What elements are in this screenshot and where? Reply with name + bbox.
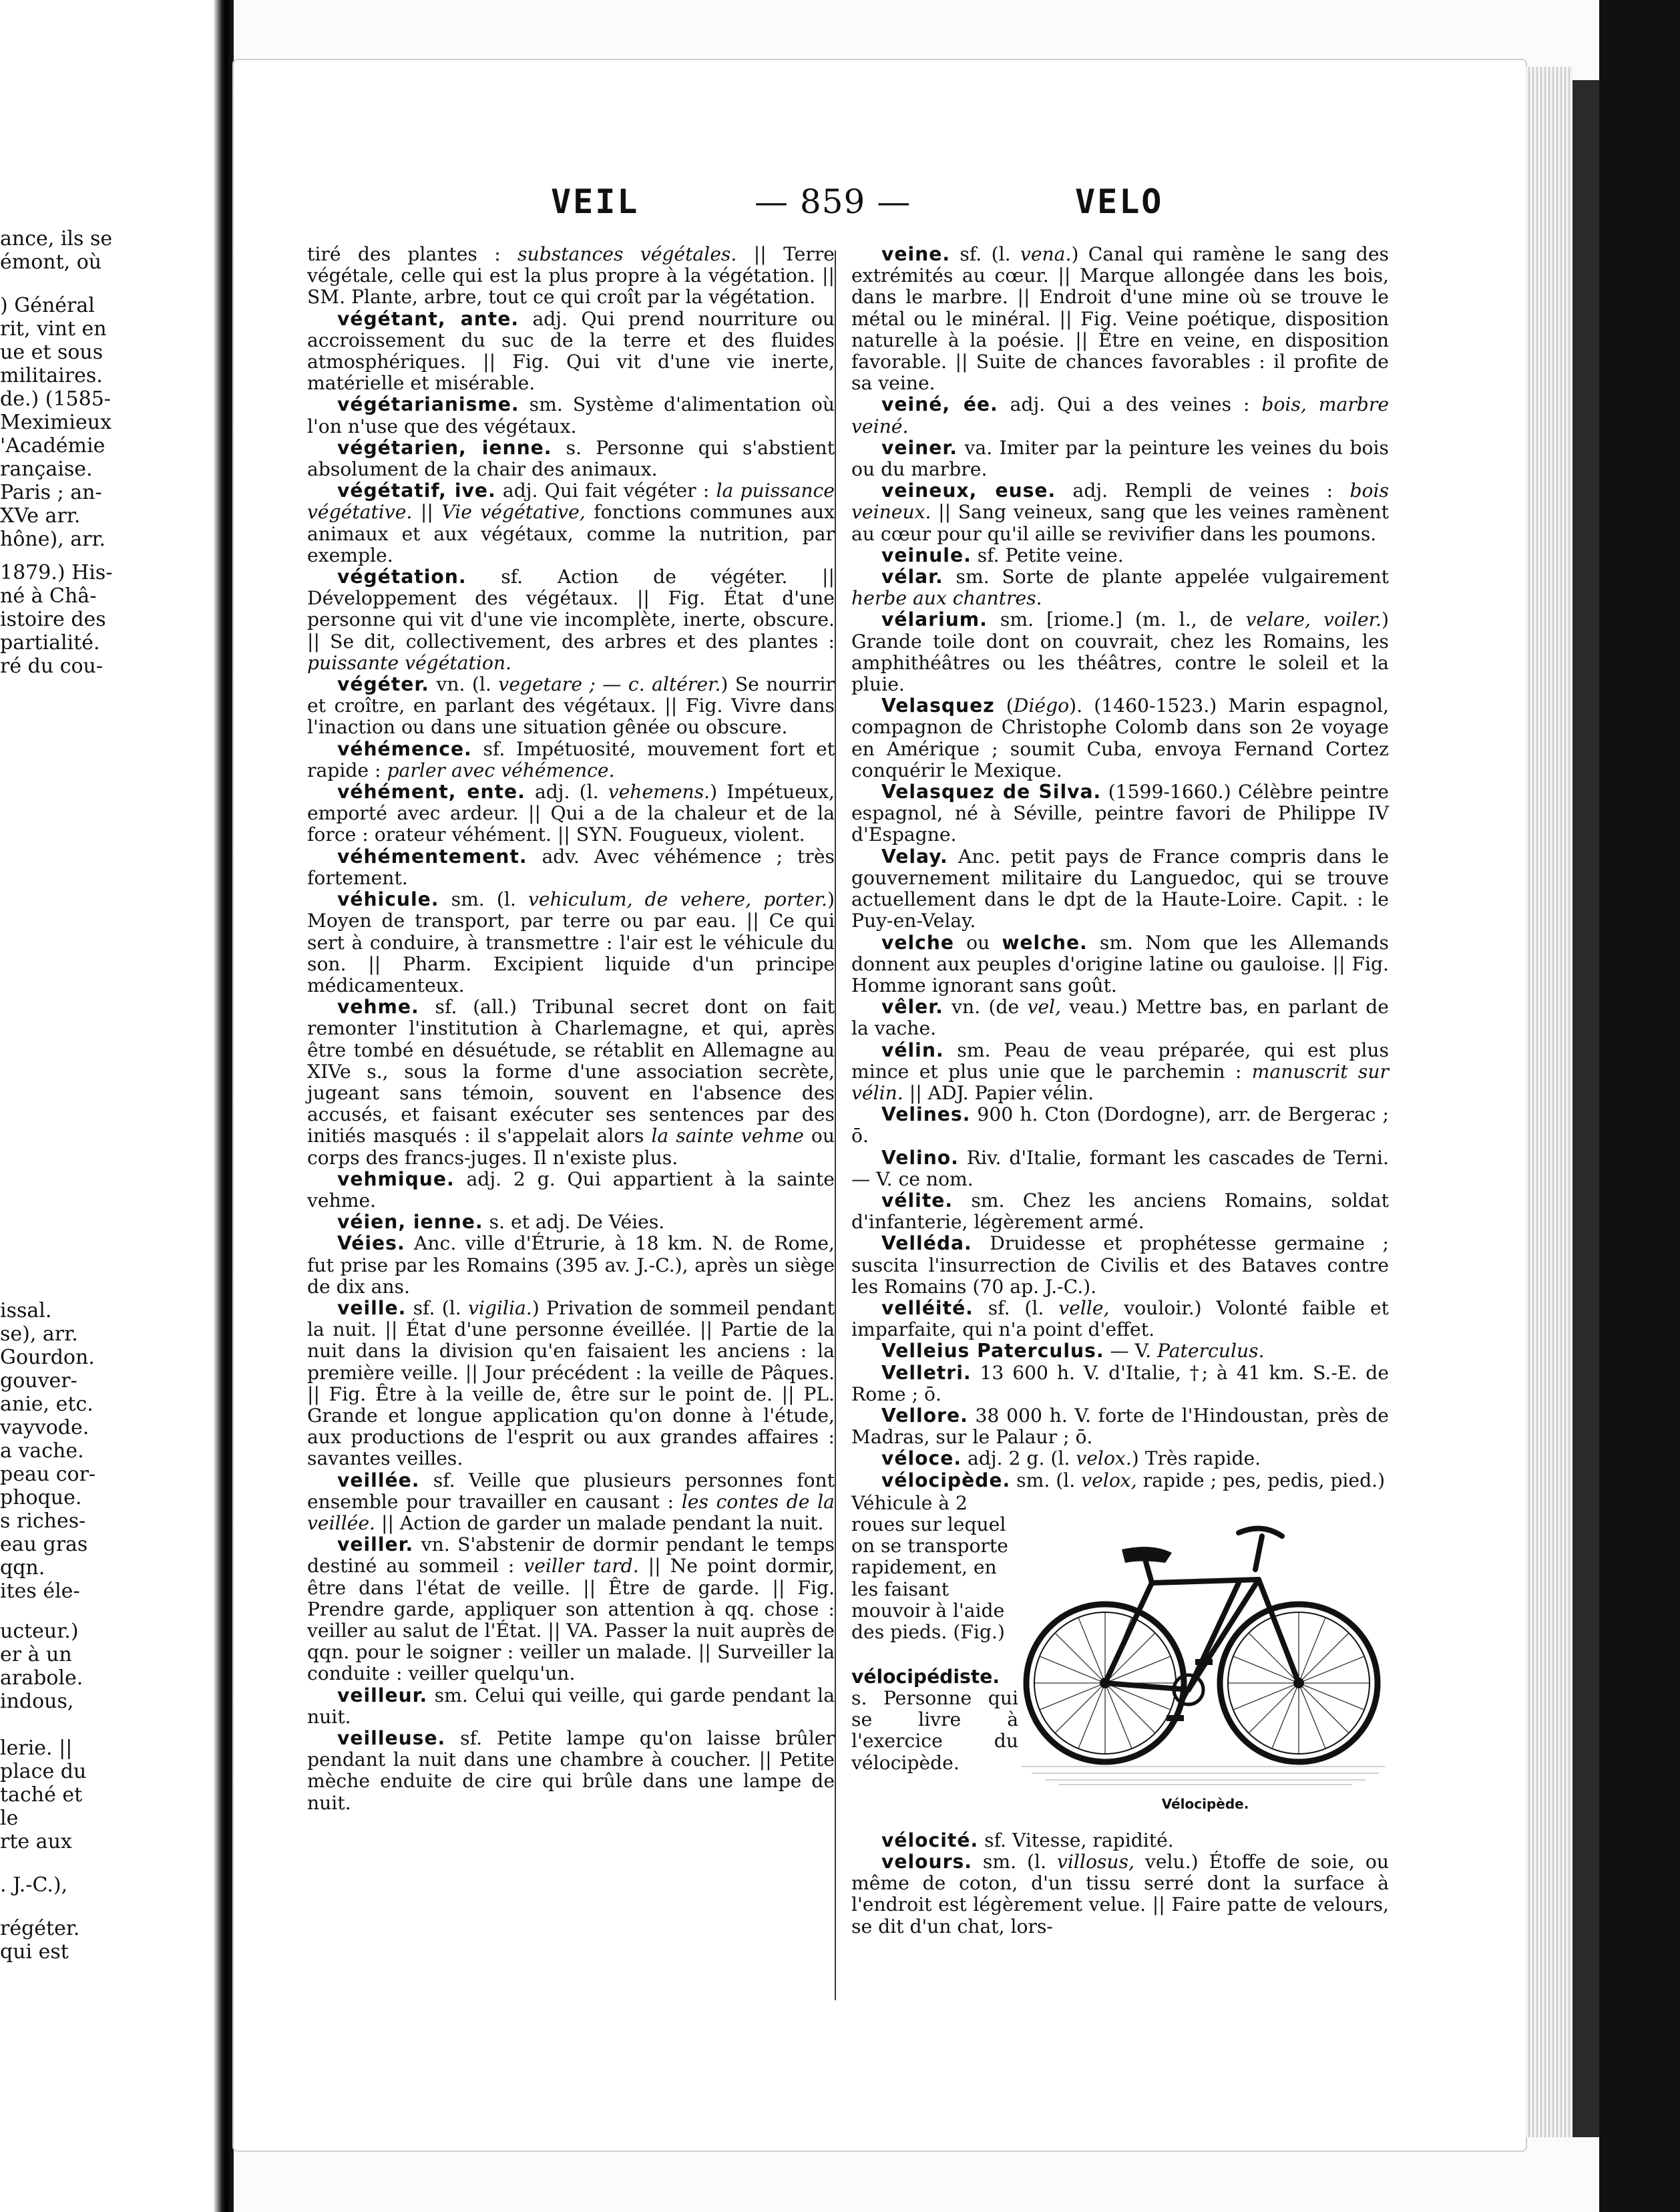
definition-continued: ou corps des francs-juges. Il n'existe plus. (307, 1125, 835, 1169)
headword: Velino. (881, 1146, 959, 1169)
headword: Vellore. (881, 1404, 968, 1427)
italic-text: velox. (1076, 1447, 1132, 1470)
dictionary-entry (851, 781, 1389, 846)
definition: adj. 2 g. (l. (962, 1447, 1076, 1470)
headword: Velleius Paterculus. (881, 1340, 1104, 1362)
book-cover-edge (1572, 80, 1599, 2137)
figure-caption: Vélocipède. (1161, 1795, 1249, 1812)
headword: veine. (881, 243, 951, 265)
headword: veillée. (337, 1469, 420, 1491)
definition: Riv. d'Italie, formant les cascades de Terni. — V. ce nom. (851, 1146, 1389, 1190)
definition: adj. (l. (525, 781, 608, 803)
facing-page-text: rançaise. (0, 457, 93, 481)
facing-page-text: phoque. (0, 1486, 82, 1509)
italic-text: velle, (1058, 1296, 1110, 1319)
definition: s. Personne qui se livre à l'exercice du vélocipède. (851, 1686, 1018, 1774)
headword: véien, ienne. (337, 1211, 483, 1234)
definition: va. Imiter par la peinture les veines du bois ou du marbre. (851, 436, 1389, 481)
facing-page-text: lerie. || (0, 1736, 73, 1760)
definition: sm. Système d'alimentation où l'on n'use que des végétaux. (307, 393, 835, 437)
headword-variant: welche. (1002, 931, 1088, 954)
definition: ( (994, 695, 1014, 717)
italic-text: vehiculum, de vehere, porter. (528, 888, 827, 911)
headword: Velay. (881, 845, 948, 868)
definition: sf. Impétuosité, mouvement fort et rapide : (307, 737, 835, 781)
definition: sm. Peau de veau préparée, qui est plus mince et plus unie que le parchemin : (851, 1039, 1389, 1083)
dictionary-entry (851, 1405, 1389, 1448)
column-rule (835, 250, 836, 2000)
definition: adj. 2 g. Qui appartient à la sainte vehme. (307, 1167, 835, 1212)
headword: végéter. (337, 673, 429, 696)
facing-page-text: ) Général (0, 294, 95, 317)
facing-page-text: se), arr. (0, 1322, 78, 1346)
dictionary-entry (307, 437, 835, 480)
definition: Druidesse et prophétesse germaine ; suscita l'insurrection de Civilis et des Bataves contre les Romains (70 ap. J.-C.). (851, 1232, 1389, 1298)
definition: adj. Qui prend nourriture ou accroissement du suc de la terre et des fluides atmosphériques. || Fig. Qui vit d'une vie inerte, matérielle et misérable. (307, 307, 835, 395)
facing-page-text: Meximieux (0, 411, 112, 434)
facing-page-text: régéter. (0, 1917, 80, 1940)
headword: veiner. (881, 436, 958, 459)
italic-text: veiller tard. (523, 1555, 639, 1578)
dictionary-entry (851, 1104, 1389, 1147)
facing-page-text: ucteur.) (0, 1620, 79, 1643)
left-column (307, 244, 835, 1814)
dictionary-entry (307, 739, 835, 781)
facing-page-text: arabole. (0, 1666, 83, 1690)
facing-page-text: partialité. (0, 631, 100, 655)
headword: veiller. (337, 1533, 414, 1556)
facing-page-text: . J.-C.), (0, 1873, 68, 1897)
definition-continued: || Terre végétale, celle qui est la plus propre à la végétation. || SM. Plante, arbre, tout ce qui croît par la végétation. (307, 243, 835, 309)
definition-continued: ) Grande toile dont on couvrait, chez les Romains, les amphithéâtres ou les théâtres, contre le soleil et la pluie. (851, 608, 1389, 696)
definition-continued: || Sang veineux, sang que les veines ramènent au cœur pour qu'il aille se revivifier dans les poumons. (851, 501, 1389, 545)
definition: sf. Vitesse, rapidité. (978, 1829, 1174, 1851)
italic-text: villosus, (1056, 1850, 1134, 1873)
dictionary-entry (851, 1233, 1389, 1298)
italic-text: manuscrit sur vélin. (851, 1060, 1389, 1104)
definition: sf. Action de végéter. || Développement des végétaux. || Fig. État d'une personne qui vit d'une vie incomplète, inerte, obscure. || Se dit, collectivement, des arbres et des plantes : (307, 566, 835, 653)
headword: veilleur. (337, 1684, 428, 1706)
headword: Velletri. (881, 1361, 972, 1384)
headword: Velléda. (881, 1232, 972, 1255)
headword: velche (881, 931, 955, 954)
dictionary-entry (307, 1685, 835, 1728)
definition-continued: ) Se nourrir et croître, en parlant des végétaux. || Fig. Vivre dans l'inaction ou dans une situation gênée ou obscure. (307, 673, 835, 739)
headword: végétation. (337, 566, 467, 588)
facing-page-text: hône), arr. (0, 528, 106, 551)
definition-continued: || ADJ. Papier vélin. (903, 1081, 1094, 1104)
facing-page-text: militaires. (0, 364, 103, 387)
definition-continued: rapide ; pes, pedis, pied.) (1136, 1469, 1386, 1491)
facing-page-text: s riches- (0, 1509, 86, 1533)
guide-word-right: VELO (1075, 182, 1164, 221)
italic-text: substances végétales. (517, 243, 737, 265)
facing-page-text: peau cor- (0, 1463, 96, 1486)
definition: 13 600 h. V. d'Italie, †; à 41 km. S.-E. de Rome ; ō. (851, 1361, 1389, 1405)
headword: véhicule. (337, 888, 439, 911)
facing-page-text: eau gras (0, 1533, 88, 1556)
definition-continued: ). (1460-1523.) Marin espagnol, compagnon de Christophe Colomb dans son 2e voyage en Amérique ; soumit Cuba, envoya Fernand Cortez conquérir le Mexique. (851, 695, 1389, 781)
headword: velléité. (881, 1296, 974, 1319)
dictionary-entry (851, 480, 1389, 545)
headword: végétarien, ienne. (337, 436, 552, 459)
definition: sf. (all.) Tribunal secret dont on fait remonter l'institution à Charlemagne, et qui, après être tombé en désuétude, se rétablit en Allemagne au XIVe s., sous la forme d'une association secrète, jugeant sans témoin, souvent en l'absence des accusés, et faisant exécuter ses sentences par des initiés masqués : il s'appelait alors (307, 996, 835, 1147)
italic-text: vel, (1027, 996, 1062, 1019)
headword: vélin. (881, 1039, 944, 1061)
facing-page-text: qui est (0, 1940, 69, 1964)
dictionary-entry (851, 545, 1389, 566)
definition: sf. (l. (973, 1296, 1059, 1319)
definition: vn. (l. (429, 673, 499, 696)
headword: Velasquez de Silva. (881, 781, 1102, 803)
dictionary-entry (307, 1233, 835, 1298)
definition: Anc. petit pays de France compris dans le gouvernement militaire du Languedoc, qui se trouve actuellement dans le dpt de la Haute-Loire. Capit. : le Puy-en-Velay. (851, 845, 1389, 932)
facing-page-text: qqn. (0, 1556, 45, 1580)
facing-page-text: indous, (0, 1690, 74, 1713)
definition: sm. Celui qui veille, qui garde pendant la nuit. (307, 1684, 835, 1728)
definition: — V. (1104, 1340, 1158, 1362)
facing-page-text: istoire des (0, 608, 106, 631)
headword: véhémentement. (337, 845, 528, 868)
running-head (534, 180, 1202, 227)
headword: veinule. (881, 544, 972, 566)
facing-page-text: a vache. (0, 1439, 84, 1463)
definition: adv. Avec véhémence ; très fortement. (307, 845, 835, 889)
dictionary-entry (851, 1147, 1389, 1190)
definition: sm. [riome.] (m. l., de (987, 608, 1246, 631)
definition-continued: ) Impétueux, emporté avec ardeur. || Qui a de la chaleur et de la force : orateur véhément. || SYN. Fougueux, violent. (307, 781, 835, 846)
definition: sm. Sorte de plante appelée vulgairement (943, 566, 1389, 588)
definition: sf. (l. (406, 1296, 468, 1319)
facing-page-text: 1879.) His- (0, 561, 113, 584)
dictionary-entry (307, 889, 835, 996)
page-number: — 859 — (755, 182, 911, 221)
definition: 38 000 h. V. forte de l'Hindoustan, près de Madras, sur le Palaur ; ō. (851, 1404, 1389, 1449)
definition: sm. (l. (439, 888, 528, 911)
facing-page-text: taché et (0, 1783, 83, 1807)
headword: vélite. (881, 1189, 954, 1212)
dictionary-entry (307, 846, 835, 889)
headword: vehme. (337, 996, 419, 1019)
definition: adj. Rempli de veines : (1056, 480, 1350, 502)
bicycle-illustration-icon (1018, 1496, 1389, 1790)
headword: vélocipédiste. (851, 1665, 1000, 1688)
facing-page-text: de.) (1585- (0, 387, 111, 411)
italic-text: la puissance végétative. || Vie végétative, (307, 480, 835, 524)
dictionary-entry (307, 1212, 835, 1233)
dictionary-entry (851, 1830, 1389, 1851)
dictionary-entry (307, 566, 835, 674)
headword: veilleuse. (337, 1727, 446, 1750)
dictionary-entry (307, 309, 835, 395)
headword: végétarianisme. (337, 393, 519, 416)
definition: sm. Chez les anciens Romains, soldat d'infanterie, légèrement armé. (851, 1189, 1389, 1234)
facing-page-text: 'Académie (0, 434, 106, 457)
facing-page-text: Gourdon. (0, 1346, 95, 1369)
headword: vélarium. (881, 608, 988, 631)
facing-page-text: ue et sous (0, 341, 103, 364)
definition-continued: fonctions communes aux animaux et aux végétaux, comme la nutrition, par exemple. (307, 501, 835, 566)
headword: végétant, ante. (337, 307, 519, 330)
definition: 900 h. Cton (Dordogne), arr. de Bergerac ; ō. (851, 1103, 1389, 1147)
facing-page-text: ré du cou- (0, 655, 103, 678)
italic-text: Diégo (1013, 695, 1070, 717)
headword: veineux, euse. (881, 480, 1056, 502)
facing-page-text: vayvode. (0, 1416, 89, 1439)
dictionary-entry (851, 244, 1389, 394)
headword: veille. (337, 1296, 407, 1319)
definition: sf. Petite lampe qu'on laisse brûler pendant la nuit dans une chambre à coucher. || Petite mèche enduite de cire qui brûle dans une lampe de nuit. (307, 1727, 835, 1814)
definition: sm. (l. (972, 1850, 1057, 1873)
headword: vélocité. (881, 1829, 979, 1851)
headword: véhément, ente. (337, 781, 526, 803)
italic-text: la sainte vehme (651, 1125, 804, 1147)
definition: (1599-1660.) Célèbre peintre espagnol, né à Séville, peintre favori de Philippe IV d'Espagne. (851, 781, 1389, 846)
dictionary-entry (851, 1190, 1389, 1233)
facing-page-text: ites éle- (0, 1580, 80, 1603)
headword: velours. (881, 1850, 972, 1873)
definition: ou (954, 931, 1002, 954)
facing-page-text: ance, ils se (0, 227, 113, 250)
headword: vélar. (881, 566, 943, 588)
facing-page-text: gouver- (0, 1369, 77, 1393)
definition-continued: vouloir.) Volonté faible et imparfaite, qui n'a point d'effet. (851, 1296, 1389, 1341)
dictionary-entry (307, 781, 835, 846)
dictionary-entry (307, 1470, 835, 1535)
right-column (851, 244, 1389, 1938)
definition-variant: sm. Nom que les Allemands donnent aux peuples d'origine latine ou gauloise. || Fig. Homme ignorant sans goût. (851, 931, 1390, 996)
italic-text: Paterculus. (1157, 1340, 1265, 1362)
definition-continued: ) Canal qui ramène le sang des extrémités au cœur. || Marque allongée dans les bois, dans le marbre. || Endroit d'une mine où se trouve le métal ou le minéral. || Fig. Veine poétique, disposition naturelle à la poésie. || Être en veine, en disposition favorable. || Suite de chances favorables : il profite de sa veine. (851, 243, 1389, 395)
facing-page-fragment (0, 0, 214, 2212)
definition: vn. (de (943, 996, 1028, 1019)
dictionary-entry (851, 566, 1389, 609)
italic-text: bois, marbre veiné. (851, 393, 1389, 437)
dictionary-entry (851, 1851, 1389, 1938)
dictionary-entry (851, 1040, 1389, 1105)
definition: s. et adj. De Véies. (483, 1211, 665, 1234)
headword: Velasquez (881, 695, 995, 717)
headword: vehmique. (337, 1167, 455, 1190)
definition: adj. Qui fait végéter : (495, 480, 716, 502)
dictionary-entry (851, 932, 1389, 997)
dictionary-entry (851, 1448, 1389, 1469)
dictionary-entry (307, 1534, 835, 1684)
dictionary-entry (851, 1362, 1389, 1405)
italic-text: vehemens. (608, 781, 710, 803)
italic-text: vegetare ; — c. altérer. (498, 673, 721, 696)
dictionary-entry (851, 1470, 1389, 1491)
facing-page-text: rte aux (0, 1830, 72, 1853)
dictionary-entry (307, 674, 835, 739)
headword: végétatif, ive. (337, 480, 496, 502)
definition-continued: veau.) Mettre bas, en parlant de la vache. (851, 996, 1389, 1040)
facing-page-text: place du (0, 1760, 87, 1783)
facing-page-text: Paris ; an- (0, 481, 102, 504)
definition-continued: ) Privation de sommeil pendant la nuit. || État d'une personne éveillée. || Partie de la nuit dans la division qu'en faisaient les anciens : la première veille. || Jour précédent : la veille de Pâques. || Fig. Être à la veille de, être sur le point de. || PL. Grande et longue application qu'on donne à l'étude, aux productions de l'esprit ou aux grandes affaires : savantes veilles. (307, 1296, 835, 1470)
headword: vêler. (881, 996, 943, 1019)
definition: adj. Qui a des veines : (998, 393, 1262, 416)
italic-text: velare, voiler. (1245, 608, 1382, 631)
definition: Anc. ville d'Étrurie, à 18 km. N. de Rome, fut prise par les Romains (395 av. J.-C.), après un siège de dix ans. (307, 1232, 835, 1298)
definition: sf. Veille que plusieurs personnes font ensemble pour travailler en causant : (307, 1469, 835, 1513)
definition: tiré des plantes : (307, 243, 518, 265)
headword: vélocipède. (881, 1469, 1011, 1491)
entry-velocipediste (851, 1666, 1018, 1774)
italic-text: vena. (1020, 243, 1072, 265)
book-gutter (214, 0, 234, 2212)
headword: véloce. (881, 1447, 962, 1470)
italic-text: puissante végétation. (307, 651, 511, 674)
facing-page-text: anie, etc. (0, 1393, 93, 1416)
dictionary-entry (307, 1298, 835, 1470)
definition-continued: ) Moyen de transport, par terre ou par eau. || Ce qui sert à conduire, à transmettre : l'air est le véhicule du son. || Pharm. Excipient liquide d'un principe médicamenteux. (307, 888, 835, 996)
headword: veiné, ée. (881, 393, 998, 416)
dictionary-entry (851, 609, 1389, 695)
italic-text: herbe aux chantres. (851, 587, 1042, 610)
dictionary-entry (851, 846, 1389, 932)
scan-border (1599, 0, 1680, 2212)
headword: véhémence. (337, 737, 472, 760)
definition: s. Personne qui s'abstient absolument de la chair des animaux. (307, 436, 835, 481)
dictionary-entry (851, 695, 1389, 781)
definition-continued: || Ne point dormir, être dans l'état de veille. || Être de garde. || Fig. Prendre garde, appliquer son attention à qq. chose : veiller au salut de l'État. || VA. Passer la nuit auprès de qqn. pour le soigner : veiller un malade. || Surveiller la conduite : veiller quelqu'un. (307, 1555, 835, 1685)
dictionary-entry (307, 996, 835, 1169)
page-edges (1526, 67, 1572, 2137)
dictionary-entry (851, 996, 1389, 1039)
dictionary-entry (307, 244, 835, 309)
definition-continued: || Action de garder un malade pendant la nuit. (375, 1511, 824, 1534)
italic-text: vigilia. (467, 1296, 532, 1319)
facing-page-text: le (0, 1807, 19, 1830)
dictionary-entry (307, 1169, 835, 1212)
italic-text: velox, (1081, 1469, 1137, 1491)
dictionary-entry (851, 1298, 1389, 1340)
headword: Véies. (337, 1232, 405, 1255)
facing-page-text: émont, où (0, 250, 102, 274)
definition: sf. (l. (950, 243, 1020, 265)
dictionary-entry (307, 394, 835, 437)
facing-page-text: rit, vint en (0, 317, 107, 341)
italic-text: bois veineux. (851, 480, 1389, 524)
dictionary-entry (307, 480, 835, 566)
velocipede-figure-block (851, 1493, 1389, 1830)
definition: sf. Petite veine. (971, 544, 1124, 566)
figure-definition: Véhicule à 2 roues sur lequel on se transporte rapidement, en les faisant mouvoir à l'aide des pieds. (Fig.) (851, 1491, 1008, 1643)
dictionary-entry (851, 394, 1389, 437)
definition-continued: velu.) Étoffe de soie, ou même de coton, d'un tissu serré dont la surface à l'endroit est légèrement velue. || Faire patte de velours, se dit d'un chat, lors- (851, 1850, 1389, 1938)
facing-page-text: XVe arr. (0, 504, 81, 528)
italic-text: parler avec véhémence. (387, 759, 615, 781)
dictionary-entry (307, 1728, 835, 1814)
facing-page-text: né à Châ- (0, 584, 97, 608)
italic-text: les contes de la veillée. (307, 1490, 835, 1534)
definition: sm. (l. (1010, 1469, 1082, 1491)
guide-word-left: VEIL (551, 182, 640, 221)
definition-continued: ) Très rapide. (1131, 1447, 1261, 1470)
dictionary-entry (851, 1340, 1389, 1362)
facing-page-text: issal. (0, 1299, 52, 1322)
facing-page-text: er à un (0, 1643, 72, 1666)
definition: vn. S'abstenir de dormir pendant le temps destiné au sommeil : (307, 1533, 835, 1578)
dictionary-entry (851, 437, 1389, 480)
headword: Velines. (881, 1103, 971, 1126)
